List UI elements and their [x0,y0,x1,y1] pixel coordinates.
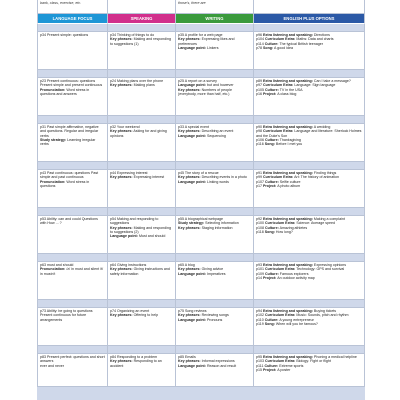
line-text: p34 Present simple: questions [40,33,89,37]
line-text: p95 [256,355,262,359]
spacer-cell [108,208,176,216]
cell-line [256,230,362,234]
key-label: Song: [263,321,275,326]
key-label: Key phrases: [110,313,133,318]
cell-line [40,33,105,37]
cell-language-focus [37,78,108,116]
line-text: A poster [276,367,291,372]
key-label: Key phrases: [178,129,201,134]
line-text: p23 Present continuous: questions [40,79,96,83]
line-text: Linking words [205,179,229,184]
spacer-cell [254,346,365,354]
cell-line [110,37,173,46]
key-label: Language point: [178,83,206,88]
cell-language-focus [37,170,108,208]
key-label: Culture: [263,363,279,368]
cell-line [110,175,173,179]
cell-writing [176,262,254,300]
line-text: When will you be famous? [274,321,318,326]
spacer-cell [254,70,365,78]
line-text: Describing events in a photo [200,175,247,180]
cell-line [178,272,251,276]
cell-writing [176,78,254,116]
key-label: Project: [262,183,277,188]
cell-line [256,46,362,50]
line-text: p33 A special event [178,125,209,129]
spacer-cell [37,162,108,170]
line-text: p73 Ability: be going to questions [40,309,93,313]
line-text: p44 Expressing interest [110,171,148,175]
line-text: p119 [256,321,264,326]
line-text: p109 [256,271,264,276]
line-text: Informal expressions [200,359,235,364]
line-text: p31 Past simple affirmative, negative and questions. Regular and irregular verbs [40,125,99,138]
key-label: Song: [262,45,274,50]
line-text: /ʌ/ in must and silent /t/ in mustn't [40,267,104,276]
cell-line [178,180,251,184]
key-label: Key phrases: [178,175,201,180]
spacer-cell [254,116,365,124]
spacer-cell [108,254,176,262]
key-label: Language point: [178,363,206,368]
line-text: Numbers of people (everybody, more than half, etc.) [178,87,232,96]
key-label: Extra listening and speaking: [262,217,313,221]
line-text: Language: Sign language [293,83,336,88]
spacer-cell [37,254,108,262]
cell-line [178,134,251,138]
cell-line [40,88,105,97]
key-label: Extra listening and speaking: [262,355,313,359]
line-text: Describing an event [200,129,234,134]
key-label: Study strategy: [178,221,205,226]
line-text: Making and responding to suggestions (2) [110,225,171,234]
line-text: p90 [256,125,262,129]
key-label: Key phrases: [178,87,201,92]
spacer-cell [37,116,108,124]
cell-speaking [108,216,176,254]
line-text: p99 [256,175,262,180]
line-text: A good idea [273,45,293,50]
line-text: Science: Average speed [295,221,336,226]
spacer-cell [254,300,365,308]
key-label: Curriculum Extra: [264,37,296,42]
line-text: Pronouns [205,317,223,322]
line-text: p102 [256,313,264,318]
cell-english-plus [254,78,365,116]
line-text: p55 A biographical webpage [178,217,223,221]
key-label: Song: [263,142,275,147]
line-text: Maths: Data and charts [295,37,334,42]
cell-speaking [108,170,176,208]
cell-line [40,138,105,147]
cell-line [256,322,362,326]
line-text: Expressing likes and preferences [178,37,235,46]
line-text: p64 Giving instructions [110,263,147,267]
key-label: Culture: [263,317,279,322]
spacer-cell [176,254,254,262]
line-text: TV in the USA [278,87,303,92]
line-text: ever and never [40,363,64,368]
top-cell-4 [254,0,365,14]
cell-speaking [108,78,176,116]
line-text: Staging information [200,225,233,230]
line-text: Reason and result [205,363,237,368]
line-text: p106 [256,137,264,142]
cell-language-focus [37,216,108,254]
key-label: Culture: [263,41,279,46]
spacer-cell [37,300,108,308]
top-cell-2 [108,0,176,14]
key-label: Pronunciation: [40,179,66,184]
key-label: Curriculum Extra: [262,83,294,88]
line-text: Buying tickets [312,309,337,313]
key-label: Key phrases: [110,129,133,134]
cell-line [178,37,251,46]
key-label: Curriculum Extra: [264,221,296,226]
key-label: Pronunciation: [40,87,66,92]
line-text: p43 Past continuous: questions Past simple and past continuous [40,171,99,180]
key-label: Key phrases: [110,225,133,230]
line-text: Amazing athletes [278,225,308,230]
header-english-plus-options: ENGLISH PLUS OPTIONS [254,14,365,24]
line-text: Expressing opinions [312,263,347,267]
line-text: Famous explorers [278,271,309,276]
line-text: Sequencing [205,133,226,138]
cell-writing [176,308,254,346]
line-text: p17 [256,183,262,188]
line-text: p105 [256,87,264,92]
cell-line [40,171,105,180]
key-label: Key phrases: [110,175,133,180]
line-text: p24 Making plans over the phone [110,79,164,83]
line-text: Asking for and giving opinions [110,129,167,138]
key-label: Language point: [178,45,206,50]
key-label: Extra listening and speaking: [262,125,313,129]
header-language-focus: LANGUAGE FOCUS [37,14,108,24]
key-label: Extra listening and speaking: [262,79,313,83]
header-speaking: SPEAKING [108,14,176,24]
line-text: p53 Ability: can and could Questions with How ... ? [40,217,98,226]
line-text: Selecting information [204,221,239,226]
line-text: p118 [256,229,264,234]
key-label: Language point: [178,271,206,276]
key-label: Key phrases: [178,267,201,272]
line-text: Offering to help [132,313,159,318]
cell-line [256,368,362,372]
line-text: p103 [256,359,264,364]
key-label: Culture: [264,87,279,92]
line-text: p97 [256,83,262,88]
cell-language-focus [37,32,108,70]
cell-line [178,226,251,230]
key-label: Key phrases: [110,83,133,88]
line-text: p84 Responding to a problem [110,355,158,359]
line-text: p111 [256,363,264,368]
key-label: Curriculum Extra: [264,267,296,272]
top-cell-1: bank, class, exercise, etc. [37,0,108,14]
line-text: Music: Sounds, pitch and rhythm [295,313,349,318]
key-label: Language point: [178,133,206,138]
spacer-cell [176,208,254,216]
top-cell-3: those's, there are [176,0,254,14]
line-text: Learning irregular verbs [40,137,96,147]
key-label: Project: [262,91,277,96]
line-text: Word stress in questions and answers [40,87,90,96]
line-text: p45 The story of a rescue [178,171,219,175]
line-text: Phoning a medical helpline [312,355,357,359]
line-text: p94 [256,309,262,313]
cell-writing [176,32,254,70]
line-text: Can I take a message? [312,79,351,83]
spacer-cell [37,208,108,216]
spacer-cell [176,116,254,124]
key-label: Pronunciation: [40,267,66,272]
line-text: Linkers [205,45,219,50]
spacer-cell [108,162,176,170]
line-text: p92 [256,217,262,221]
spacer-cell [108,300,176,308]
key-label: Extra listening and speaking: [262,263,313,267]
line-text: Directions [312,33,330,37]
cell-line [40,180,105,189]
line-text: An outdoor activity map [276,275,315,280]
cell-line [256,92,362,96]
cell-line [110,313,173,317]
key-label: Key phrases: [110,359,133,364]
line-text: p100 [256,221,264,226]
cell-language-focus [37,308,108,346]
key-label: Key phrases: [178,225,201,230]
line-text: p34 Thinking of things to do [110,33,155,37]
line-text: p65 A blog [178,263,195,267]
key-label: Curriculum Extra: [264,359,296,364]
cell-line [110,217,173,226]
line-text: Selfie culture [278,179,301,184]
cell-line [178,88,251,97]
cell-english-plus [254,216,365,254]
cell-line [40,125,105,138]
cell-line [40,355,105,364]
line-text: p116 [256,142,264,147]
line-text: Expressing interest [132,175,165,180]
key-label: Key phrases: [110,37,133,42]
key-label: Curriculum Extra: [262,175,294,180]
cell-writing [176,170,254,208]
cell-english-plus [254,32,365,70]
spacer-cell [254,24,365,32]
line-text: p16 [256,91,262,96]
spacer-cell [176,24,254,32]
line-text: p15 [256,367,262,372]
key-label: Language point: [178,317,206,322]
spacer-cell [108,346,176,354]
key-label: Culture: [264,225,279,230]
line-text: p85 Emails [178,355,196,359]
cell-writing [176,124,254,162]
spacer-cell [176,346,254,354]
spacer-cell [37,24,108,32]
line-text: p104 [256,37,264,42]
key-label: Extra listening and speaking: [262,309,313,313]
line-text: Making a complaint [312,217,345,221]
line-text: p110 [256,317,264,322]
spacer-cell [37,70,108,78]
line-text: p98 [256,129,262,134]
line-text: p75 Song reviews [178,309,207,313]
line-text: p91 [256,171,262,175]
line-text: p89 [256,79,262,83]
key-label: Language point: [178,179,206,184]
line-text: Before I met you [274,142,303,147]
cell-line [110,83,173,87]
spacer-cell [254,162,365,170]
line-text: Making and responding to suggestions (1) [110,37,171,46]
line-text: Technology: GPS and survival [295,267,345,272]
bottom-band [37,386,365,400]
cell-line [40,313,105,322]
spacer-cell [108,24,176,32]
cell-line [110,267,173,276]
line-text: p54 Making and responding to suggestions [110,217,159,226]
key-label: Culture: [264,271,279,276]
key-label: Key phrases: [178,313,201,318]
spacer-cell [176,300,254,308]
line-text: p78 [256,45,262,50]
line-text: A photo album [276,183,301,188]
cell-line [256,129,362,138]
key-label: Song: [263,229,275,234]
cell-line [256,142,362,146]
key-label: Key phrases: [178,359,201,364]
line-text: p114 [256,41,264,46]
line-text: Reviewing songs [200,313,229,318]
line-text: p25 A report on a survey [178,79,217,83]
line-text: A class blog [276,91,297,96]
line-text: Biology: Fight or flight [295,359,331,364]
line-text: Giving advice [200,267,224,272]
spacer-cell [254,254,365,262]
cell-line [178,364,251,368]
line-text: How long? [274,229,293,234]
cell-line [178,46,251,50]
line-text: Making plans [132,83,155,88]
cell-line [256,276,362,280]
syllabus-table [37,0,365,392]
line-text: p63 must and should [40,263,74,267]
line-text: Present continuous for future arrangements [40,313,87,322]
spacer-cell [176,162,254,170]
cell-speaking [108,308,176,346]
key-label: Study strategy: [40,137,67,142]
line-text: p35 A profile for a web page [178,33,223,37]
line-text: p14 [256,275,262,280]
cell-english-plus [254,124,365,162]
key-label: Culture: [264,137,279,142]
spacer-cell [108,116,176,124]
line-text: p101 [256,267,264,272]
line-text: The typical British teenager [278,41,323,46]
line-text: Finding things [312,171,337,175]
cell-writing [176,216,254,254]
line-text: A wedding [312,125,331,129]
key-label: Project: [262,367,277,372]
cell-language-focus [37,124,108,162]
cell-line [178,318,251,322]
key-label: Key phrases: [110,267,133,272]
spacer-cell [108,70,176,78]
cell-speaking [108,262,176,300]
cell-line [40,217,105,226]
spacer-cell [176,70,254,78]
line-text: Extreme sports [278,363,304,368]
cell-line [110,226,173,235]
key-label: Extra listening and speaking: [262,171,313,175]
line-text: Word stress in questions [40,179,90,188]
cell-english-plus [254,170,365,208]
key-label: Culture: [264,179,279,184]
line-text: p108 [256,225,264,230]
line-text: A young entrepreneur [278,317,314,322]
cell-speaking [108,124,176,162]
cell-english-plus [254,262,365,300]
cell-language-focus [37,262,108,300]
line-text: Responding to an accident [110,359,162,368]
spacer-cell [37,346,108,354]
key-label: Language point: [110,234,138,239]
line-text: p32 Your weekend [110,125,140,129]
cell-line [256,184,362,188]
line-text: Art: The history of animation [293,175,340,180]
key-label: Curriculum Extra: [264,313,296,318]
key-label: Project: [262,275,277,280]
cell-line [40,267,105,276]
cell-line [40,364,105,368]
line-text: Thanksgiving [278,137,301,142]
cell-line [110,234,173,238]
key-label: Key phrases: [178,37,201,42]
key-label: Extra listening and speaking: [262,33,313,37]
header-writing: WRITING [176,14,254,24]
cell-line [110,359,173,368]
cell-english-plus [254,308,365,346]
cell-speaking [108,32,176,70]
line-text: but and however [205,83,234,88]
line-text: p93 [256,263,262,267]
line-text: p96 [256,33,262,37]
line-text: Must and should [137,234,166,239]
line-text: p107 [256,179,264,184]
line-text: p74 Organizing an event [110,309,150,313]
line-text: Present simple and present continuous [40,83,103,88]
line-text: Language and literature: Sherlock Holmes and the Duke's Son [256,129,362,138]
line-text: Giving instructions and safety information [110,267,170,276]
line-text: Imperatives [205,271,226,276]
spacer-cell [254,208,365,216]
key-label: Curriculum Extra: [262,129,294,134]
line-text: p83 Present perfect: questions and short answers [40,355,105,364]
cell-line [110,129,173,138]
